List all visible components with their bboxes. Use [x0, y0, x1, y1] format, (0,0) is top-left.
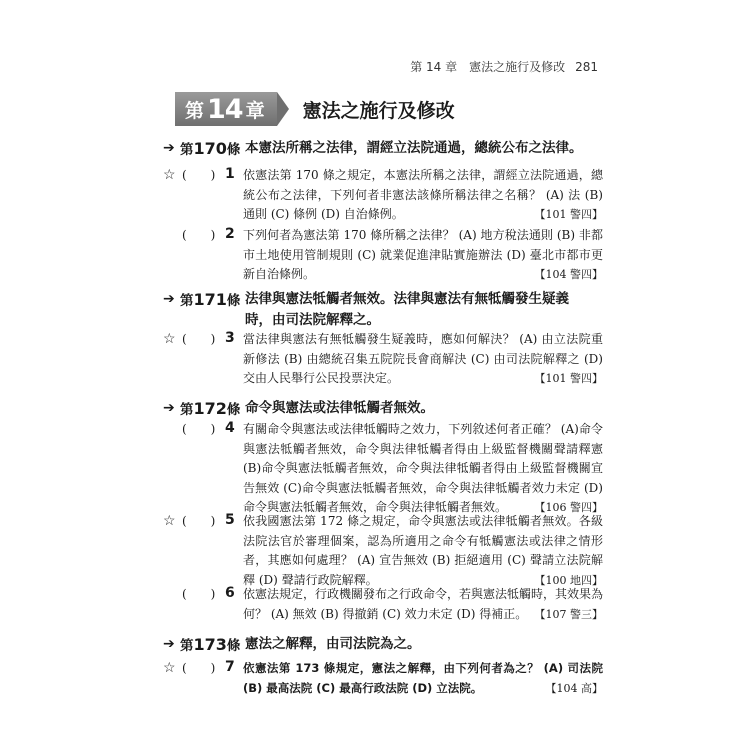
chapter-suffix: 章: [245, 99, 265, 122]
answer-blank: ( ): [182, 661, 216, 675]
exam-source: 【101 警四】: [534, 208, 603, 221]
arrow-icon: ➔: [163, 400, 175, 416]
article-number: 第170條: [180, 139, 241, 158]
question-text: 依憲法第 170 條之規定，本憲法所稱之法律，謂經立法院通過，總統公布之法律，下列何者非憲法該條所稱法律之名稱？ (A) 法 (B) 通則 (C) 條例 (D) 自治條例。 【101 警四】: [243, 166, 603, 225]
answer-blank: ( ): [182, 422, 216, 436]
answer-blank: ( ): [182, 587, 216, 601]
arrow-icon: ➔: [163, 140, 175, 156]
article-text: 本憲法所稱之法律，謂經立法院通過，總統公布之法律。: [245, 140, 583, 156]
question-text: 依我國憲法第 172 條之規定，命令與憲法或法律牴觸者無效。各級法院法官於審理個案，認為所適用之命令有牴觸憲法或法律之情形者，其應如何處理？ (A) 宣告無效 (B) 拒絕適用 (C) 聲請立法院解釋 (D) 聲請行政院解釋。 【100 地四】: [243, 512, 603, 590]
star-icon: ☆: [163, 660, 176, 676]
exam-source: 【101 警四】: [534, 372, 603, 385]
exam-source: 【106 警四】: [534, 501, 603, 514]
answer-blank: ( ): [182, 228, 216, 242]
article-number: 第171條: [180, 290, 241, 309]
question-text: 下列何者為憲法第 170 條所稱之法律？ (A) 地方稅法通則 (B) 非都市土地使用管制規則 (C) 就業促進津貼實施辦法 (D) 臺北市都市更新自治條例。 【104 警四】: [243, 226, 603, 285]
article-number: 第173條: [180, 635, 241, 654]
exam-source: 【104 警四】: [534, 268, 603, 281]
article-text: 命令與憲法或法律牴觸者無效。: [245, 400, 434, 416]
exam-source: 【100 地四】: [534, 573, 603, 587]
question-number: 5: [225, 512, 235, 528]
arrow-icon: ➔: [163, 636, 175, 652]
chapter-title: 憲法之施行及修改: [302, 99, 455, 122]
answer-blank: ( ): [182, 514, 216, 528]
answer-blank: ( ): [182, 332, 216, 346]
question-6: [163, 585, 603, 624]
article-text: 憲法之解釋，由司法院為之。: [245, 636, 421, 652]
chapter-badge: [175, 92, 277, 126]
question-text: 依憲法第 173 條規定，憲法之解釋，由下列何者為之？ (A) 司法院 (B) 最高法院 (C) 最高行政法院 (D) 立法院。 【104 高】: [243, 659, 603, 698]
star-icon: ☆: [163, 167, 176, 183]
exam-source: 【107 警三】: [534, 607, 603, 621]
question-number: 3: [225, 330, 235, 346]
article-171: [163, 289, 593, 331]
chapter-number: 14: [207, 93, 243, 125]
page-number: 281: [575, 60, 598, 74]
article-173: [163, 634, 593, 655]
article-170: [163, 138, 593, 159]
question-2: [163, 226, 603, 285]
chapter-prefix: 第: [185, 99, 205, 122]
question-number: 7: [225, 659, 235, 675]
question-number: 2: [225, 226, 235, 242]
exam-source: 【104 高】: [545, 681, 603, 695]
question-number: 6: [225, 585, 235, 601]
question-1: [163, 166, 603, 225]
star-icon: ☆: [163, 331, 176, 347]
question-text: 當法律與憲法有無牴觸發生疑義時，應如何解決？ (A) 由立法院重新修法 (B) 由總統召集五院院長會商解決 (C) 由司法院解釋之 (D) 交由人民舉行公民投票決定。 【101 警四】: [243, 330, 603, 389]
question-5: [163, 512, 603, 590]
question-7: [163, 659, 603, 698]
article-text: 法律與憲法牴觸者無效。法律與憲法有無牴觸發生疑義時，由司法院解釋之。: [245, 291, 569, 328]
star-icon: ☆: [163, 513, 176, 529]
question-text: 依憲法規定，行政機關發布之行政命令，若與憲法牴觸時，其效果為何？ (A) 無效 (B) 得撤銷 (C) 效力未定 (D) 得補正。 【107 警三】: [243, 585, 603, 624]
question-3: [163, 330, 603, 389]
article-172: [163, 398, 593, 419]
running-header-title: 第 14 章 憲法之施行及修改: [410, 60, 566, 74]
question-number: 1: [225, 166, 235, 182]
answer-blank: ( ): [182, 168, 216, 182]
article-number: 第172條: [180, 399, 241, 418]
question-number: 4: [225, 420, 235, 436]
question-text: 有關命令與憲法或法律牴觸時之效力，下列敘述何者正確？ (A)命令與憲法牴觸者無效，命令與法律牴觸者得由上級監督機關聲請釋憲 (B)命令與憲法牴觸者無效，命令與法律牴觸者得由上級監督機關宣告無效 (C)命令與憲法牴觸者無效，命令與法律牴觸者效力未定 (D)命令與憲法牴觸者無效，命令與法律牴觸者無效。 【106 警四】: [243, 420, 603, 518]
question-4: [163, 420, 603, 518]
arrow-icon: ➔: [163, 291, 175, 307]
running-header: [410, 58, 598, 75]
chapter-heading: [175, 91, 455, 127]
